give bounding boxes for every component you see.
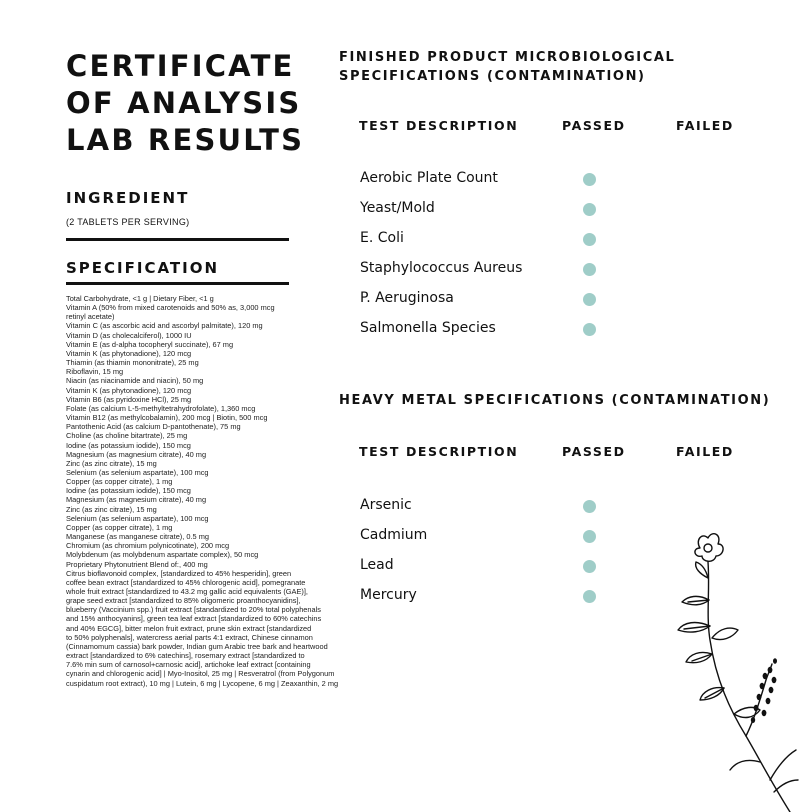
specification-line: Selenium (as selenium aspartate), 100 mcg <box>66 513 209 523</box>
specification-line: Copper (as copper citrate), 1 mg <box>66 522 173 532</box>
specification-line: Vitamin D (as cholecalciferol), 1000 IU <box>66 330 192 340</box>
specification-heading: SPECIFICATION <box>66 259 220 277</box>
specification-line: and 40% EGCG], bitter melon fruit extract, prune skin extract [standardized <box>66 623 312 633</box>
specification-line: Copper (as copper citrate), 1 mg <box>66 477 173 487</box>
specification-line: Choline (as choline bitartrate), 25 mg <box>66 431 188 441</box>
specification-line: Zinc (as zinc citrate), 15 mg <box>66 504 157 514</box>
column-header-failed: FAILED <box>676 444 734 459</box>
title-line: OF ANALYSIS <box>66 86 302 120</box>
specification-line: Vitamin E (as d-alpha tocopheryl succinate), 67 mg <box>66 339 234 349</box>
specification-line: Vitamin B6 (as pyridoxine HCl), 25 mg <box>66 394 192 404</box>
specification-line: Pantothenic Acid (as calcium D-pantothenate), 75 mg <box>66 422 241 432</box>
specification-line: grape seed extract [standardized to 85% oligomeric proanthocyanidins], <box>66 596 301 606</box>
test-name: Arsenic <box>360 497 412 513</box>
specification-line: retinyl acetate) <box>66 312 115 322</box>
heavy-metal-title: HEAVY METAL SPECIFICATIONS (CONTAMINATION) <box>339 393 771 408</box>
test-name: Lead <box>360 557 394 573</box>
passed-indicator <box>583 560 596 573</box>
specification-line: Vitamin A (50% from mixed carotenoids and 50% as, 3,000 mcg <box>66 303 275 313</box>
specification-line: Iodine (as potassium iodide), 150 mcg <box>66 440 191 450</box>
test-name: Yeast/Mold <box>360 200 435 216</box>
specification-line: cuspidatum root extract), 10 mg | Lutein, 6 mg | Lycopene, 6 mg | Zeaxanthin, 2 mg <box>66 678 339 688</box>
specification-line: Vitamin C (as ascorbic acid and ascorbyl palmitate), 120 mg <box>66 321 263 331</box>
test-name: P. Aeruginosa <box>360 290 454 306</box>
column-header-description: TEST DESCRIPTION <box>359 118 519 133</box>
specification-line: Zinc (as zinc citrate), 15 mg <box>66 458 157 468</box>
specification-line: Vitamin K (as phytonadione), 120 mcg <box>66 348 192 358</box>
test-name: Cadmium <box>360 527 428 543</box>
page-title <box>66 48 326 159</box>
specification-line: Iodine (as potassium iodide), 150 mcg <box>66 486 191 496</box>
specification-line: Molybdenum (as molybdenum aspartate complex), 50 mcg <box>66 550 259 560</box>
specification-line: Folate (as calcium L-5-methyltetrahydrofolate), 1,360 mcg <box>66 403 256 413</box>
test-name: Aerobic Plate Count <box>360 170 498 186</box>
divider <box>66 282 289 285</box>
passed-indicator <box>583 293 596 306</box>
column-header-failed: FAILED <box>676 118 734 133</box>
specification-line: extract [standardized to 6% catechins], rosemary extract [standardized to <box>66 651 305 661</box>
specification-list <box>66 294 358 688</box>
passed-indicator <box>583 233 596 246</box>
specification-line: blueberry (Vaccinium spp.) fruit extract [standardized to 20% total polyphenals <box>66 605 321 615</box>
specification-line: Total Carbohydrate, <1 g | Dietary Fiber, <1 g <box>66 294 214 303</box>
serving-note: (2 TABLETS PER SERVING) <box>66 217 190 227</box>
column-header-passed: PASSED <box>562 444 626 459</box>
title-line: CERTIFICATE <box>66 49 295 83</box>
column-header-description: TEST DESCRIPTION <box>359 444 519 459</box>
specification-line: to 50% polyphenals], watercress aerial parts 4:1 extract, Chinese cinnamon <box>66 632 313 642</box>
microbiological-title-line: SPECIFICATIONS (CONTAMINATION) <box>339 69 646 84</box>
passed-indicator <box>583 530 596 543</box>
specification-line: coffee bean extract [standardized to 45% chlorogenic acid], pomegranate <box>66 577 306 587</box>
specification-line: cynarin and chlorogenic acid] | Myo-Inositol, 25 mg | Resveratrol (from Polygonum <box>66 669 335 679</box>
specification-line: Manganese (as manganese citrate), 0.5 mg <box>66 532 209 542</box>
specification-line: Chromium (as chromium polynicotinate), 200 mcg <box>66 541 230 551</box>
specification-line: Selenium (as selenium aspartate), 100 mcg <box>66 467 209 477</box>
ingredient-heading: INGREDIENT <box>66 189 190 207</box>
passed-indicator <box>583 173 596 186</box>
specification-line: 7.6% min sum of carnosol+carnosic acid], artichoke leaf extract [containing <box>66 660 311 670</box>
passed-indicator <box>583 203 596 216</box>
microbiological-title <box>339 48 675 86</box>
specification-line: Proprietary Phytonutrient Blend of:, 400 mg <box>66 559 208 569</box>
passed-indicator <box>583 500 596 513</box>
column-header-passed: PASSED <box>562 118 626 133</box>
test-name: Salmonella Species <box>360 320 496 336</box>
passed-indicator <box>583 263 596 276</box>
specification-line: and 15% anthocyanins], green tea leaf extract [standardized to 60% catechins <box>66 614 322 624</box>
specification-line: Riboflavin, 15 mg <box>66 367 124 377</box>
test-name: Staphylococcus Aureus <box>360 260 523 276</box>
specification-line: Vitamin B12 (as methylcobalamin), 200 mcg | Biotin, 500 mcg <box>66 413 268 423</box>
test-name: Mercury <box>360 587 417 603</box>
specification-line: Thiamin (as thiamin mononitrate), 25 mg <box>66 358 199 368</box>
wildflower-icon <box>650 530 800 812</box>
specification-line: Citrus bioflavonoid complex, [standardized to 45% hesperidin], green <box>66 568 292 578</box>
title-line: LAB RESULTS <box>66 123 305 157</box>
specification-line: Magnesium (as magnesium citrate), 40 mg <box>66 495 207 505</box>
passed-indicator <box>583 323 596 336</box>
specification-line: Vitamin K (as phytonadione), 120 mcg <box>66 385 192 395</box>
passed-indicator <box>583 590 596 603</box>
specification-line: Magnesium (as magnesium citrate), 40 mg <box>66 449 207 459</box>
test-name: E. Coli <box>360 230 404 246</box>
microbiological-title-line: FINISHED PRODUCT MICROBIOLOGICAL <box>339 50 676 65</box>
divider <box>66 238 289 241</box>
specification-line: (Cinnamomum cassia) bark powder, Indian gum Arabic tree bark and heartwood <box>66 641 328 651</box>
specification-line: Niacin (as niacinamide and niacin), 50 mg <box>66 376 204 386</box>
specification-line: whole fruit extract [standardized to 43.2 mg gallic acid equivalents (GAE)], <box>66 587 308 596</box>
